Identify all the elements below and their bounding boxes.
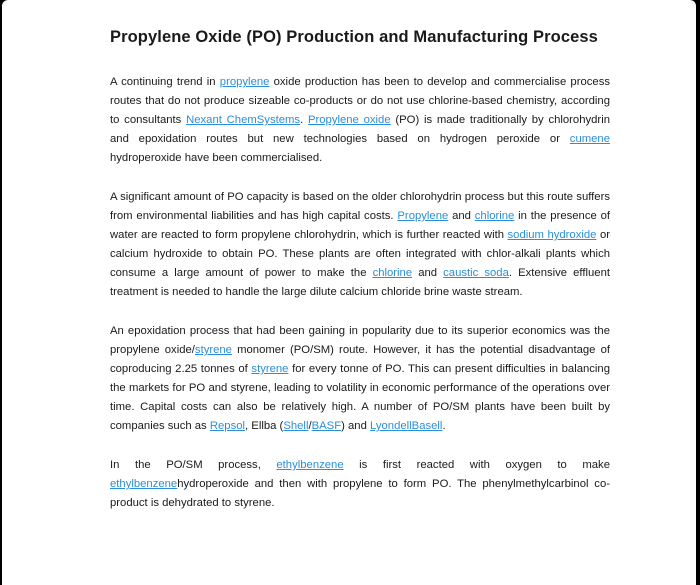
text: A significant amount of PO capacity is based on the older chlorohydrin process but this route suffers from environmental liabilities and has high capital costs. [110,191,610,222]
link-chlorine[interactable]: chlorine [474,210,515,222]
link-repsol[interactable]: Repsol [209,420,246,432]
link-cumene[interactable]: cumene [569,133,610,145]
text: or calcium hydroxide to obtain PO. These plants are often integrated with chlor-alkali plants which consume a large amount of power to make the [110,229,610,279]
text: is first reacted with oxygen to make [343,459,610,471]
text: and [412,267,444,279]
text: (PO) is made traditionally by chlorohydrin and epoxidation routes but new technologies based on hydrogen peroxide or [110,114,610,145]
text: . [300,114,308,126]
link-caustic-soda[interactable]: caustic soda [443,267,509,279]
link-styrene[interactable]: styrene [194,344,232,356]
link-styrene[interactable]: styrene [251,363,289,375]
document-page [2,0,696,585]
text: and [448,210,475,222]
page-title: Propylene Oxide (PO) Production and Manufacturing Process [110,28,598,46]
link-nexant-chemsystems[interactable]: Nexant ChemSystems [186,114,301,126]
paragraph-1 [110,73,610,168]
link-chlorine[interactable]: chlorine [372,267,413,279]
paragraph-2 [110,188,610,302]
link-shell[interactable]: Shell [283,420,309,432]
paragraph-3 [110,322,610,436]
text: in the presence of water are reacted to form propylene chlorohydrin, which is further reacted with [110,210,610,241]
link-propylene[interactable]: propylene [219,76,270,88]
paragraph-4 [110,456,610,513]
link-basf[interactable]: BASF [311,420,342,432]
text: / [308,420,312,432]
link-propylene[interactable]: Propylene [397,210,449,222]
text: In the PO/SM process, [110,459,277,471]
text: hydroperoxide have been commercialised. [110,152,323,164]
text: monomer (PO/SM) route. However, it has the potential disadvantage of coproducing 2.25 tonnes of [110,344,610,375]
link-lyondellbasell[interactable]: LyondellBasell [370,420,443,432]
link-sodium-hydroxide[interactable]: sodium hydroxide [507,229,597,241]
article [110,28,610,533]
link-propylene-oxide[interactable]: Propylene oxide [307,114,391,126]
text: hydroperoxide and then with propylene to form PO. The phenylmethylcarbinol co-product is dehydrated to styrene. [110,478,610,509]
link-ethylbenzene[interactable]: ethylbenzene [110,478,178,490]
text: ) and [341,420,370,432]
link-ethylbenzene[interactable]: ethylbenzene [276,459,344,471]
text: A continuing trend in [110,76,220,88]
text: for every tonne of PO. This can present difficulties in balancing the markets for PO and styrene, leading to volatility in economic performance of the operations over time. Capital costs can also be relatively high. A number of PO/SM plants have been built by companies such as [110,363,610,432]
text: . [442,420,446,432]
text: , Ellba ( [245,420,284,432]
text: . Extensive effluent treatment is needed to handle the large dilute calcium chloride brine waste stream. [110,267,610,298]
text: oxide production has been to develop and commercialise process routes that do not produce sizeable co-products or do not use chlorine-based chemistry, according to consultants [110,76,610,126]
text: An epoxidation process that had been gaining in popularity due to its superior economics was the propylene oxide/ [110,325,610,356]
